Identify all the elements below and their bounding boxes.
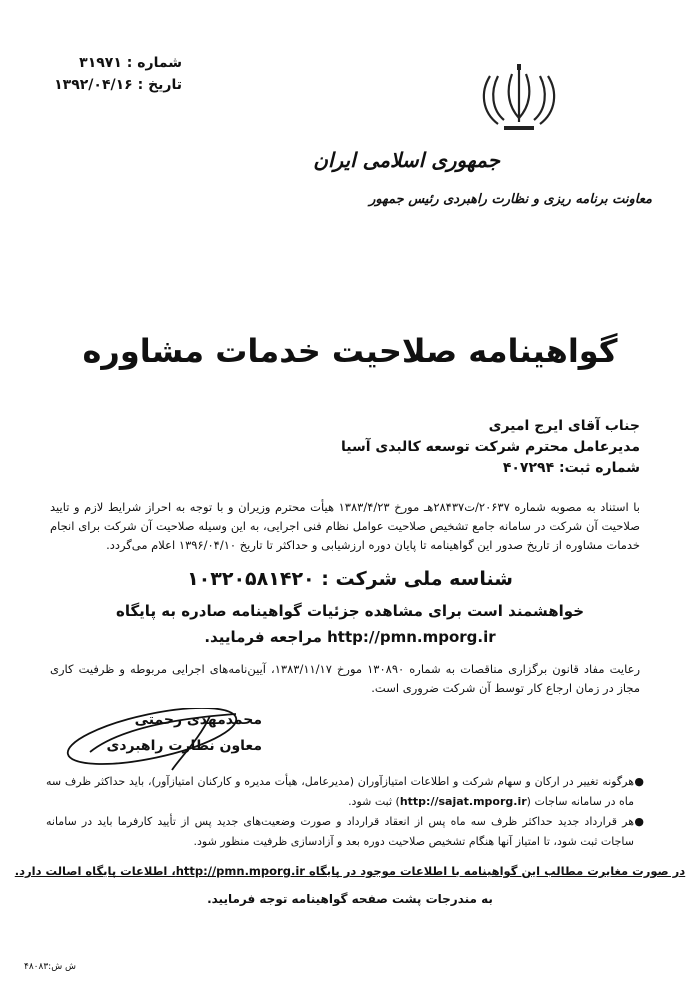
letter-number <box>54 52 182 74</box>
warning-text-before: در صورت مغایرت مطالب این گواهینامه با اطلاعات موجود در پایگاه <box>308 864 686 878</box>
verification-request-end: مراجعه فرمایید. <box>204 628 322 646</box>
national-id <box>0 568 700 590</box>
warning-text-after: ، اطلاعات پایگاه اصالت دارد. <box>14 864 176 878</box>
addressee-block <box>341 416 640 479</box>
notes-section <box>46 772 644 852</box>
form-code: ش ش:۴۸۰۸۳ <box>24 962 77 972</box>
addressee-position: مدیرعامل محترم شرکت توسعه کالبدی آسیا <box>341 439 640 455</box>
vice-presidency-heading: معاونت برنامه ریزی و نظارت راهبردی رئیس جمهور <box>369 192 652 207</box>
iran-emblem-icon <box>476 60 562 140</box>
approval-paragraph: با استناد به مصوبه شماره ۲۰۶۳۷/ت۲۸۴۳۷هـ مورخ ۱۳۸۳/۴/۲۳ هیأت محترم وزیران و با توجه به احراز شرایط لازم و تایید صلاحیت آن شرکت در سامانه جامع تشخیص صلاحیت عوامل نظام فنی اجرایی، به این وسیله صلاحیت آن شرکت برای انجام خدمات مشاوره از تاریخ صدور این گواهینامه تا پایان دوره ارزشیابی و حداکثر تا تاریخ ۱۳۹۶/۰۴/۱۰ اعلام می‌گردد. <box>50 500 640 552</box>
verification-request <box>0 598 700 650</box>
note-item-2 <box>46 812 644 852</box>
addressee-name: جناب آقای ایرج امیری <box>488 418 640 434</box>
letter-date-label: تاریخ : <box>137 77 182 93</box>
letter-date-value: ۱۳۹۲/۰۴/۱۶ <box>54 77 133 93</box>
pmn-link[interactable]: http://pmn.mporg.ir <box>327 628 496 646</box>
verification-request-line2 <box>0 624 700 650</box>
bullet-icon: ● <box>634 815 644 828</box>
registration-number <box>341 458 640 479</box>
bullet-icon: ● <box>634 775 644 788</box>
letter-date <box>54 74 182 96</box>
note-2-text: هر قرارداد جدید حداکثر ظرف سه ماه پس از انعقاد قرارداد و صورت وضعیت‌های جدید پس از تأیید کارفرما باید در سامانه ساجات ثبت شود، تا امتیاز آنها هنگام تشخیص صلاحیت دوره بعد و آزادسازی ظرفیت منظور شود. <box>46 815 634 848</box>
registration-label: شماره ثبت: <box>559 460 640 476</box>
letter-number-label: شماره : <box>126 55 182 71</box>
back-page-note: به مندرجات پشت صفحه گواهینامه توجه فرمایید. <box>207 892 493 906</box>
tender-law-paragraph: رعایت مفاد قانون برگزاری مناقصات به شماره ۱۳۰۸۹۰ مورخ ۱۳۸۳/۱۱/۱۷، آیین‌نامه‌های اجرایی مربوطه و ظرفیت کاری مجاز در زمان ارجاع کار توسط آن شرکت ضروری است. <box>50 662 640 695</box>
national-id-label: شناسه ملی شرکت : <box>321 568 513 590</box>
signatory-name: محمدمهدی رحمتی <box>134 712 262 728</box>
validity-warning <box>0 864 700 878</box>
certificate-title: گواهینامه صلاحیت خدمات مشاوره <box>82 332 618 370</box>
verification-request-line1: خواهشمند است برای مشاهده جزئیات گواهینامه صادره به پایگاه <box>115 602 585 620</box>
signatory-title: معاون نظارت راهبردی <box>106 738 262 754</box>
sajat-link[interactable]: http://sajat.mporg.ir <box>399 795 527 808</box>
note-item-1 <box>46 772 644 812</box>
note-1-end: ) ثبت شود. <box>348 795 400 808</box>
registration-value: ۴۰۷۲۹۴ <box>502 460 555 476</box>
letter-meta <box>54 52 182 96</box>
note-1-text: هرگونه تغییر در ارکان و سهام شرکت و اطلاعات امتیازآوران (مدیرعامل، هیأت مدیره و کارکنان امتیازآور)، باید حداکثر ظرف سه ماه در سامانه ساجات ( <box>46 775 634 808</box>
national-id-value: ۱۰۳۲۰۵۸۱۴۲۰ <box>187 568 315 590</box>
warning-pmn-link[interactable]: http://pmn.mporg.ir <box>175 864 305 878</box>
letter-number-value: ۳۱۹۷۱ <box>79 55 122 71</box>
republic-heading: جمهوری اسلامی ایران <box>313 148 500 172</box>
